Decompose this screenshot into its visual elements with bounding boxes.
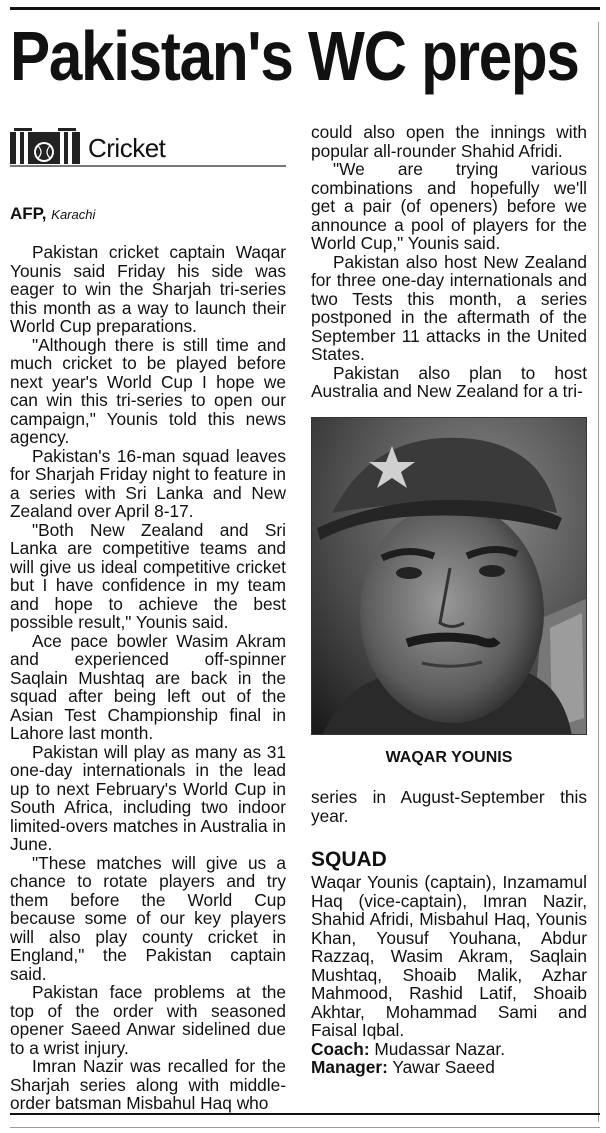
article-column-2-continued [311,788,587,825]
cricket-section-icon [10,128,80,164]
bottom-rule [10,1113,600,1115]
photo-caption: WAQAR YOUNIS [385,749,513,766]
manager-name: Yawar Saeed [392,1057,495,1077]
coach-line [311,1040,587,1059]
paragraph: Pakistan also host New Zealand for three one-day internationals and two Tests this month, a series postponed in the aftermath of the September 11 attacks in the United States. [311,251,587,364]
paragraph: Pakistan's 16-man squad leaves for Sharjah Friday night to feature in a series with Sri Lanka and New Zealand over April 8-17. [10,445,286,521]
byline-agency: AFP, [10,204,47,223]
article-column-1 [10,243,286,1113]
squad-box [311,848,587,1077]
paragraph: Imran Nazir was recalled for the Sharjah series along with middle-order batsman Misbahul Haq who [10,1056,286,1113]
article-column-2-top [311,123,587,401]
coach-name: Mudassar Nazar. [374,1038,506,1059]
paragraph: "Both New Zealand and Sri Lanka are competitive teams and will give us ideal competitive cricket but I have confidence in my team and hope to achieve the best possible result," Younis said. [10,519,286,632]
paragraph: could also open the innings with popular all-rounder Shahid Afridi. [311,122,587,161]
paragraph: Pakistan will play as many as 31 one-day internationals in the lead up to next February's World Cup in South Africa, including two indoor limited-overs matches in Australia in June. [10,741,286,854]
section-label: Cricket [88,133,166,163]
paragraph: "These matches will give us a chance to rotate players and try them before the World Cup because some of our key players will also play county cricket in England," the Pakistan captain said. [10,852,286,984]
section-rule [10,165,286,167]
paragraph: "Although there is still time and much cricket to be played before next year's World Cup I hope we can win this tri-series to open our campaign," Younis told this news agency. [10,334,286,447]
squad-title: SQUAD [311,848,387,871]
paragraph: "We are trying various combinations and hopefully we'll get a pair (of openers) before we announce a pool of players for the World Cup," Younis said. [311,159,587,253]
byline [10,204,95,225]
paragraph: Pakistan face problems at the top of the order with seasoned opener Saeed Anwar sidelined due to a wrist injury. [10,982,286,1058]
right-column-rule [598,22,599,1122]
coach-label: Coach: [311,1038,370,1059]
paragraph: series in August-September this year. [311,787,587,826]
headline: Pakistan's WC preps [10,17,579,95]
paragraph: Ace pace bowler Wasim Akram and experienced off-spinner Saqlain Mushtaq are back in the squad after being left out of the Asian Test Championship final in Lahore last month. [10,630,286,743]
manager-label: Manager: [311,1057,388,1077]
bottom-rule-thin [10,1127,600,1128]
paragraph: Pakistan cricket captain Waqar Younis said Friday his side was eager to win the Sharjah tri-series this month as a way to launch their World Cup preparations. [10,242,286,336]
player-portrait-image [312,418,587,735]
byline-place: Karachi [51,207,96,222]
manager-line [311,1058,587,1077]
top-rule [10,7,600,10]
squad-players: Waqar Younis (captain), Inzamamul Haq (vice-captain), Imran Nazir, Shahid Afridi, Misbahul Haq, Younis Khan, Yousuf Youhana, Abdur Razzaq, Wasim Akram, Saqlain Mushtaq, Shoaib Malik, Azhar Mahmood, Rashid Latif, Shoaib Akhtar, Mohammad Sami and Faisal Iqbal. [311,872,587,1040]
player-photo [311,417,587,735]
paragraph: Pakistan also plan to host Australia and New Zealand for a tri- [311,362,587,401]
section-kicker [10,122,286,167]
